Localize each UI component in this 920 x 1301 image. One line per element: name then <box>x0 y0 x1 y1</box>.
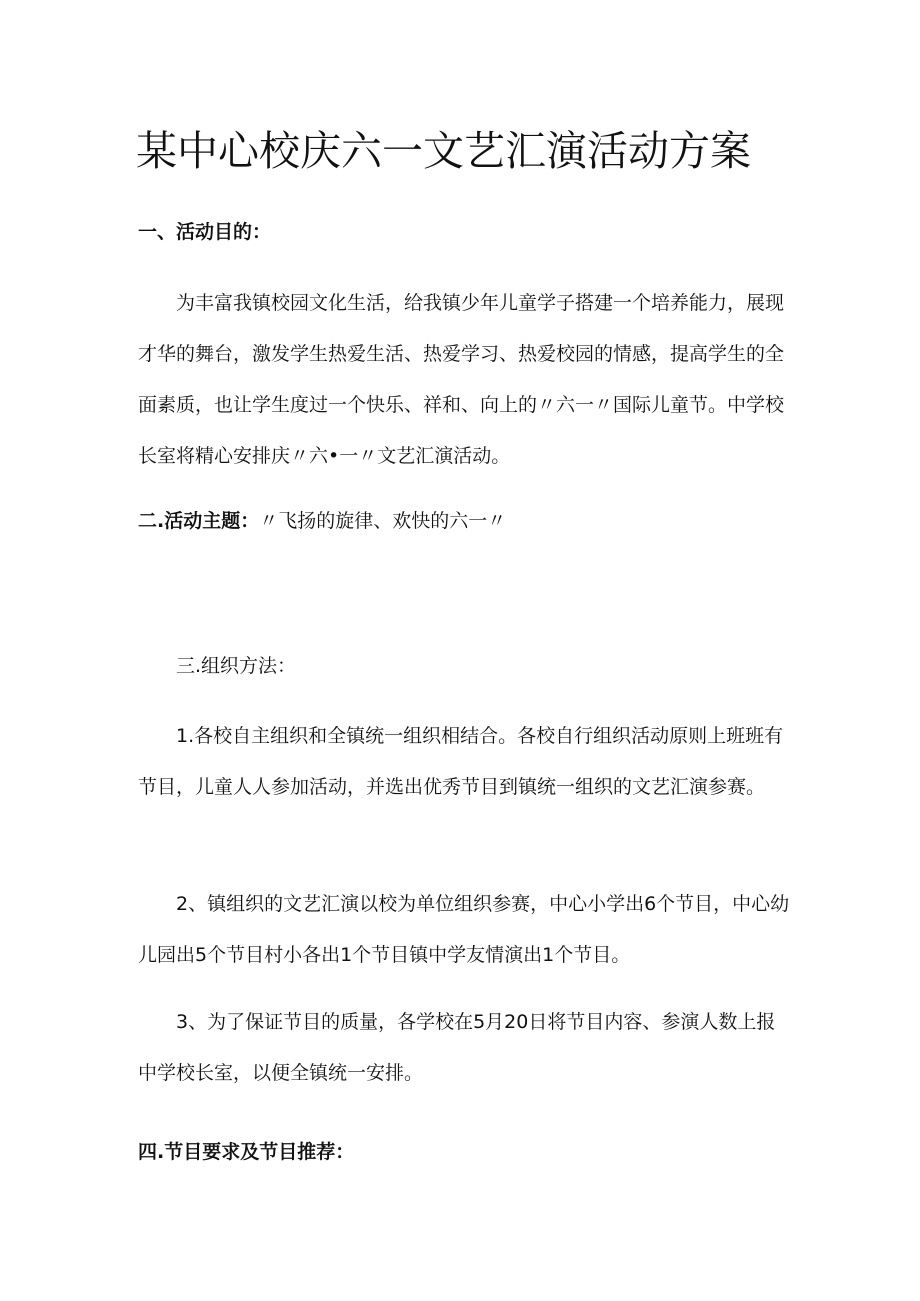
document-title: 某中心校庆六一文艺汇演活动方案 <box>136 127 751 175</box>
section2-heading: 二.活动主题： <box>138 510 260 532</box>
section3-item-3: 3、为了保证节目的质量，各学校在5月20日将节目内容、参演人数上报中学校长室，以便全镇统一安排。 <box>138 1011 776 1084</box>
section3-item-1: 1.各校自主组织和全镇统一组织相结合。各校自行组织活动原则上班班有节目，儿童人人参加活动，并选出优秀节目到镇统一组织的文艺汇演参赛。 <box>138 725 784 798</box>
section3-item-2: 2、镇组织的文艺汇演以校为单位组织参赛，中心小学出6个节目，中心幼儿园出5个节目村小各出1个节目镇中学友情演出1个节目。 <box>138 893 790 966</box>
section1-paragraph: 为丰富我镇校园文化生活，给我镇少年儿童学子搭建一个培养能力，展现才华的舞台，激发学生热爱生活、热爱学习、热爱校园的情感，提高学生的全面素质，也让学生度过一个快乐、祥和、向上的〃六一〃国际儿童节。中学校长室将精心安排庆〃六•一〃文艺汇演活动。 <box>138 292 785 467</box>
section2-theme: 〃飞扬的旋律、欢快的六一〃 <box>259 510 507 532</box>
section3-heading: 三.组织方法： <box>176 655 297 677</box>
section2-line <box>138 503 790 539</box>
section1-heading: 一、活动目的： <box>138 221 272 243</box>
section4-heading: 四.节目要求及节目推荐： <box>138 1141 355 1163</box>
